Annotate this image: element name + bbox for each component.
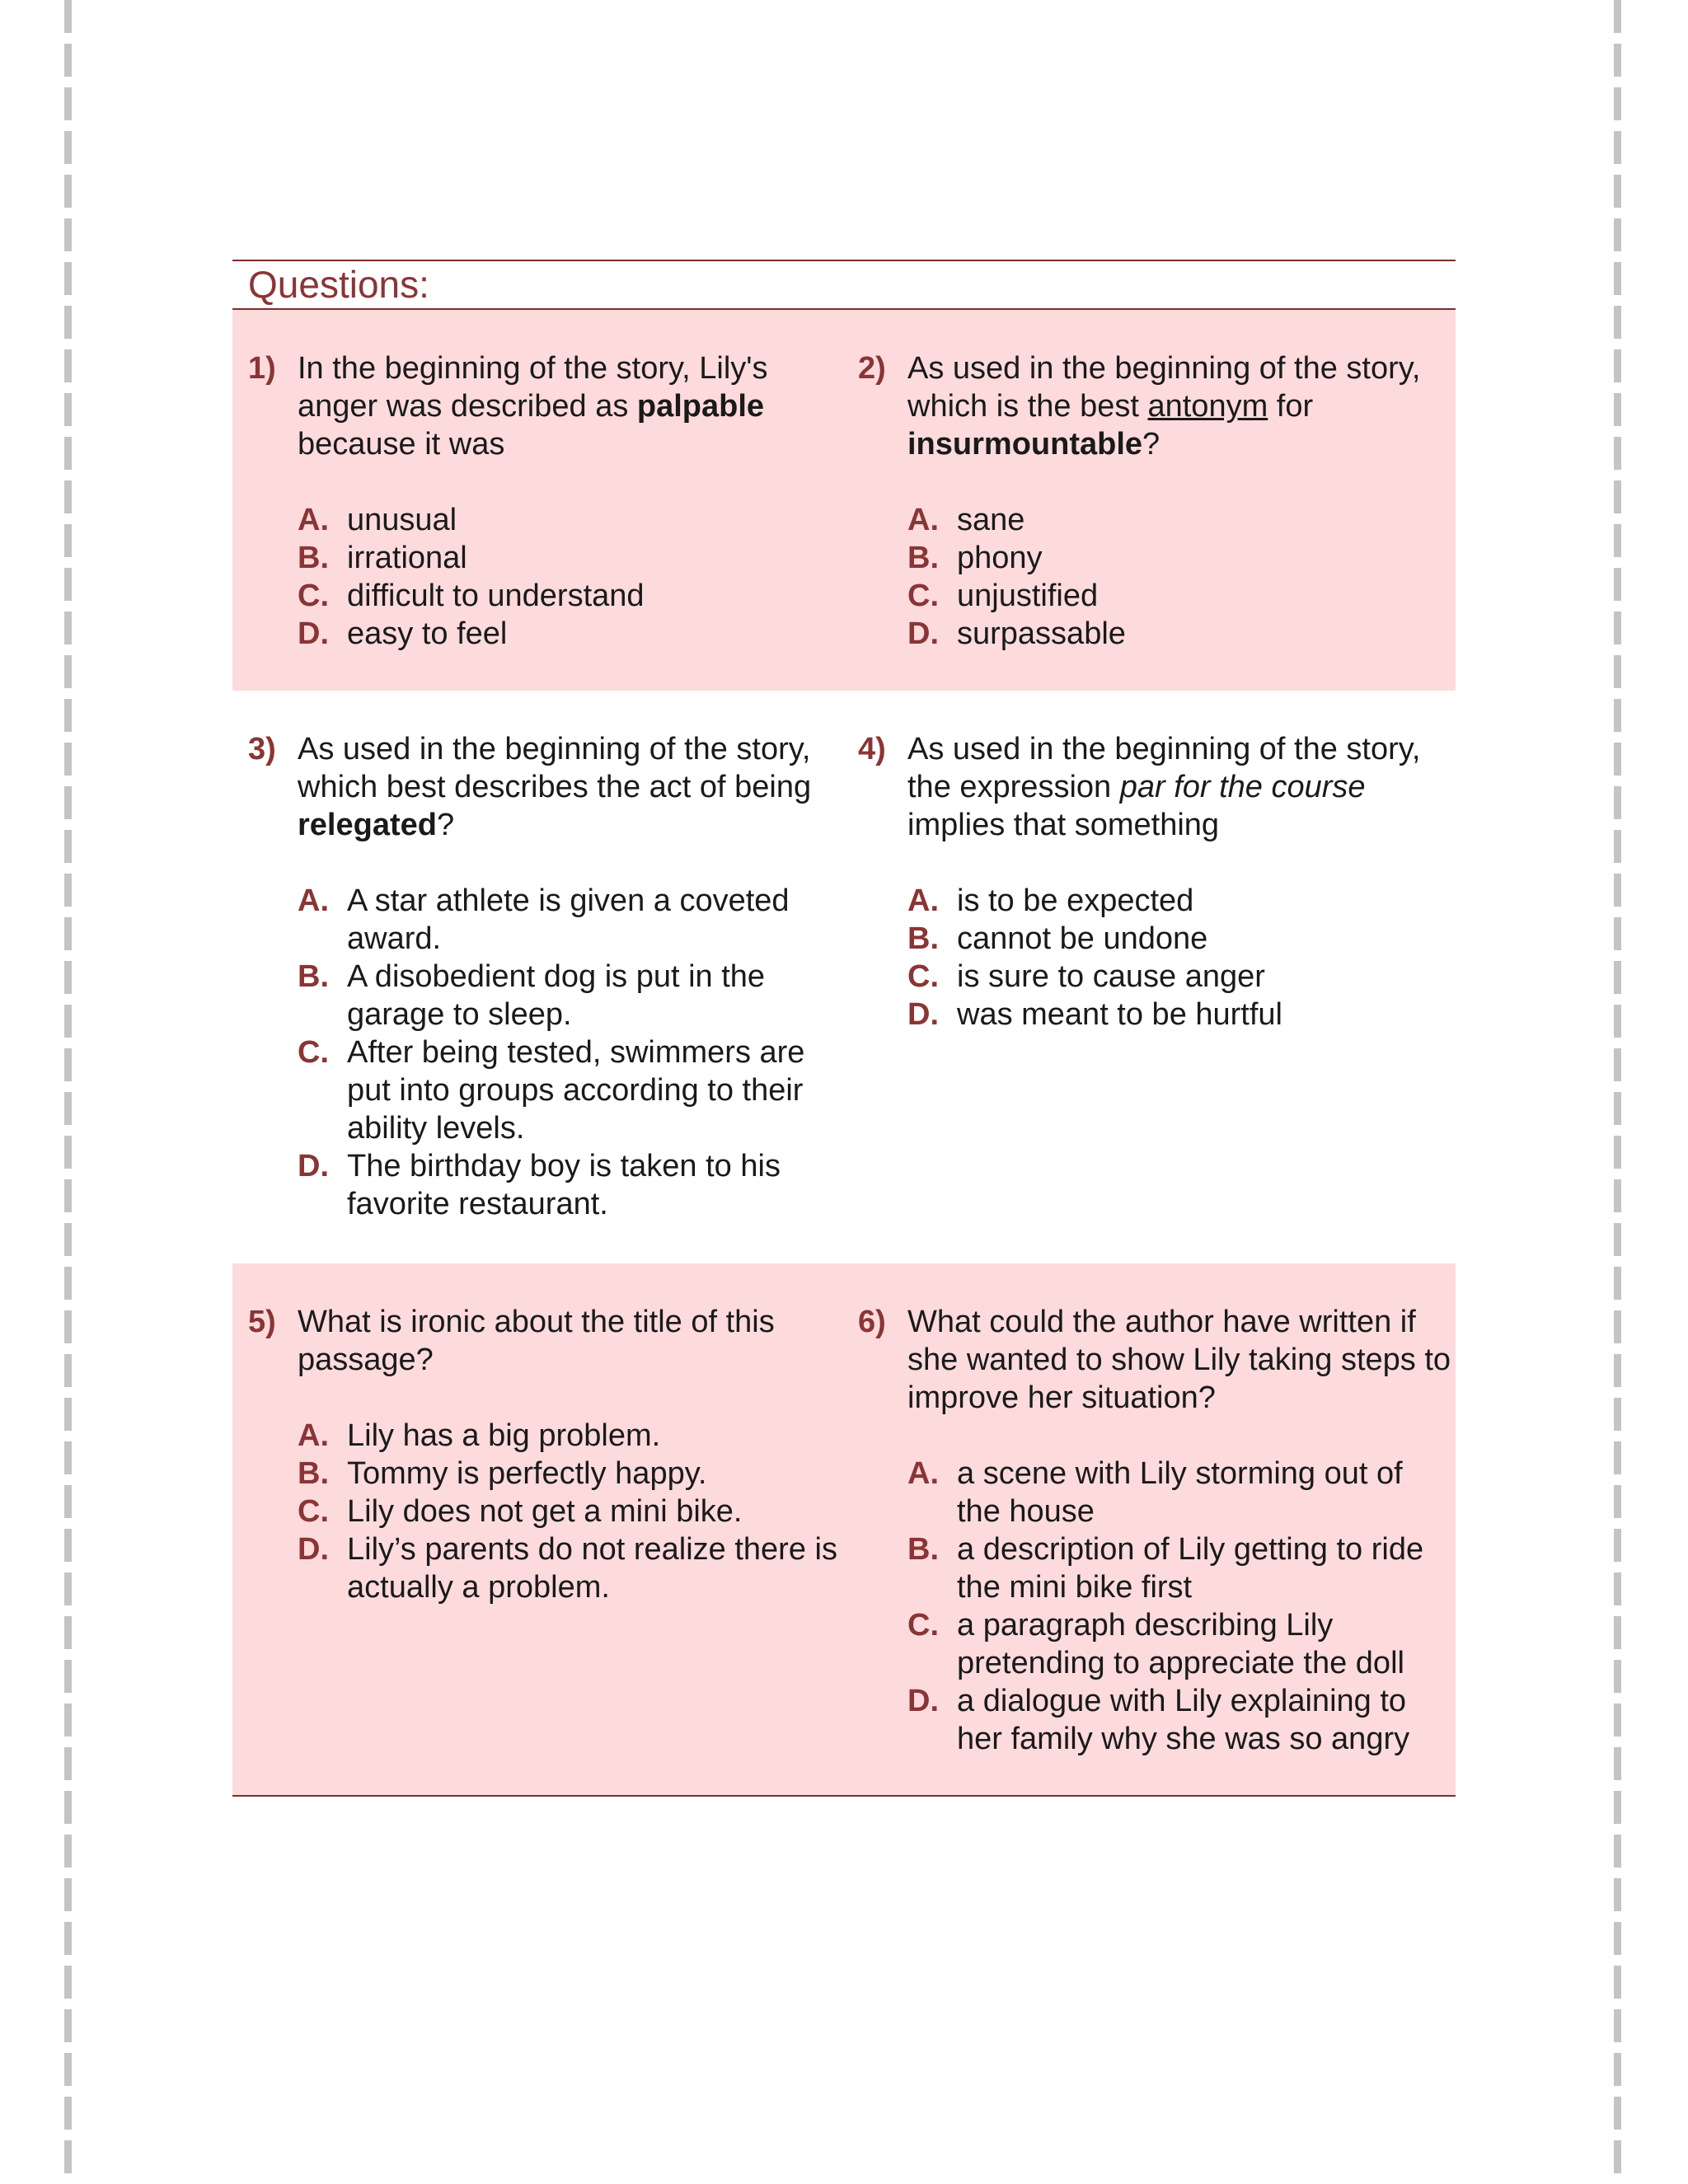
question-stem: 5) What is ironic about the title of this passage? — [248, 1305, 775, 1377]
answer-option-b[interactable]: B. irrational — [298, 541, 467, 575]
answer-option-c[interactable]: C. unjustified — [907, 579, 1099, 613]
question-6 — [842, 1303, 1452, 1795]
answer-option-c[interactable]: C. Lily does not get a mini bike. — [298, 1494, 743, 1529]
question-stem: 3) As used in the beginning of the story, which best describes the act of being relegated? — [248, 732, 812, 842]
answer-option-a[interactable]: A. Lily has a big problem. — [298, 1418, 661, 1453]
question-5 — [232, 1303, 842, 1795]
answer-option-a[interactable]: A. sane — [907, 503, 1025, 537]
answer-option-c[interactable]: C. a paragraph describing Lily pretending to appreciate the doll — [907, 1608, 1404, 1680]
question-row-1 — [232, 310, 1456, 691]
question-number: 5) — [248, 1305, 276, 1339]
question-number: 6) — [858, 1305, 886, 1339]
answer-option-b[interactable]: B. a description of Lily getting to ride the mini bike first — [907, 1532, 1424, 1605]
bottom-rule — [232, 1795, 1456, 1797]
answer-option-a[interactable]: A. is to be expected — [907, 883, 1194, 918]
question-2 — [842, 349, 1452, 691]
question-stem: 4) As used in the beginning of the story, the expression par for the course implies that something — [858, 732, 1421, 842]
answer-option-c[interactable]: C. After being tested, swimmers are put into groups according to their ability levels. — [298, 1035, 805, 1146]
answer-option-a[interactable]: A. unusual — [298, 503, 457, 537]
left-dashed-border — [64, 0, 72, 2184]
answer-option-b[interactable]: B. A disobedient dog is put in the garage to sleep. — [298, 959, 766, 1032]
answer-options — [298, 882, 842, 1223]
answer-options — [907, 882, 1452, 1033]
question-stem: 2) As used in the beginning of the story, which is the best antonym for insurmountable? — [858, 351, 1421, 462]
question-number: 3) — [248, 732, 276, 766]
section-title: Questions: — [248, 263, 429, 306]
answer-option-d[interactable]: D. Lily’s parents do not realize there is actually a problem. — [298, 1532, 837, 1605]
answer-options — [298, 1417, 842, 1606]
answer-option-a[interactable]: A. a scene with Lily storming out of the house — [907, 1456, 1403, 1529]
question-4 — [842, 730, 1452, 1263]
answer-options — [298, 501, 842, 653]
answer-option-c[interactable]: C. is sure to cause anger — [907, 959, 1265, 994]
question-number: 1) — [248, 351, 276, 386]
answer-option-d[interactable]: D. a dialogue with Lily explaining to her family why she was so angry — [907, 1684, 1410, 1756]
answer-option-d[interactable]: D. The birthday boy is taken to his favorite restaurant. — [298, 1149, 781, 1221]
question-row-3 — [232, 1263, 1456, 1795]
answer-option-b[interactable]: B. Tommy is perfectly happy. — [298, 1456, 707, 1491]
answer-option-b[interactable]: B. phony — [907, 541, 1043, 575]
question-number: 2) — [858, 351, 886, 386]
question-row-2 — [232, 691, 1456, 1263]
answer-option-d[interactable]: D. surpassable — [907, 616, 1126, 651]
answer-option-d[interactable]: D. was meant to be hurtful — [907, 997, 1282, 1032]
question-1 — [232, 349, 842, 691]
question-stem: 1) In the beginning of the story, Lily's anger was described as palpable because it was — [248, 351, 768, 462]
right-dashed-border — [1614, 0, 1621, 2184]
answer-option-a[interactable]: A. A star athlete is given a coveted award. — [298, 883, 790, 956]
question-number: 4) — [858, 732, 886, 766]
question-3 — [232, 730, 842, 1263]
answer-options — [907, 1455, 1452, 1758]
answer-option-d[interactable]: D. easy to feel — [298, 616, 508, 651]
answer-options — [907, 501, 1452, 653]
question-stem: 6) What could the author have written if she wanted to show Lily taking steps to improve her situation? — [858, 1305, 1451, 1415]
answer-option-b[interactable]: B. cannot be undone — [907, 921, 1208, 956]
questions-section — [232, 260, 1456, 1797]
answer-option-c[interactable]: C. difficult to understand — [298, 579, 645, 613]
